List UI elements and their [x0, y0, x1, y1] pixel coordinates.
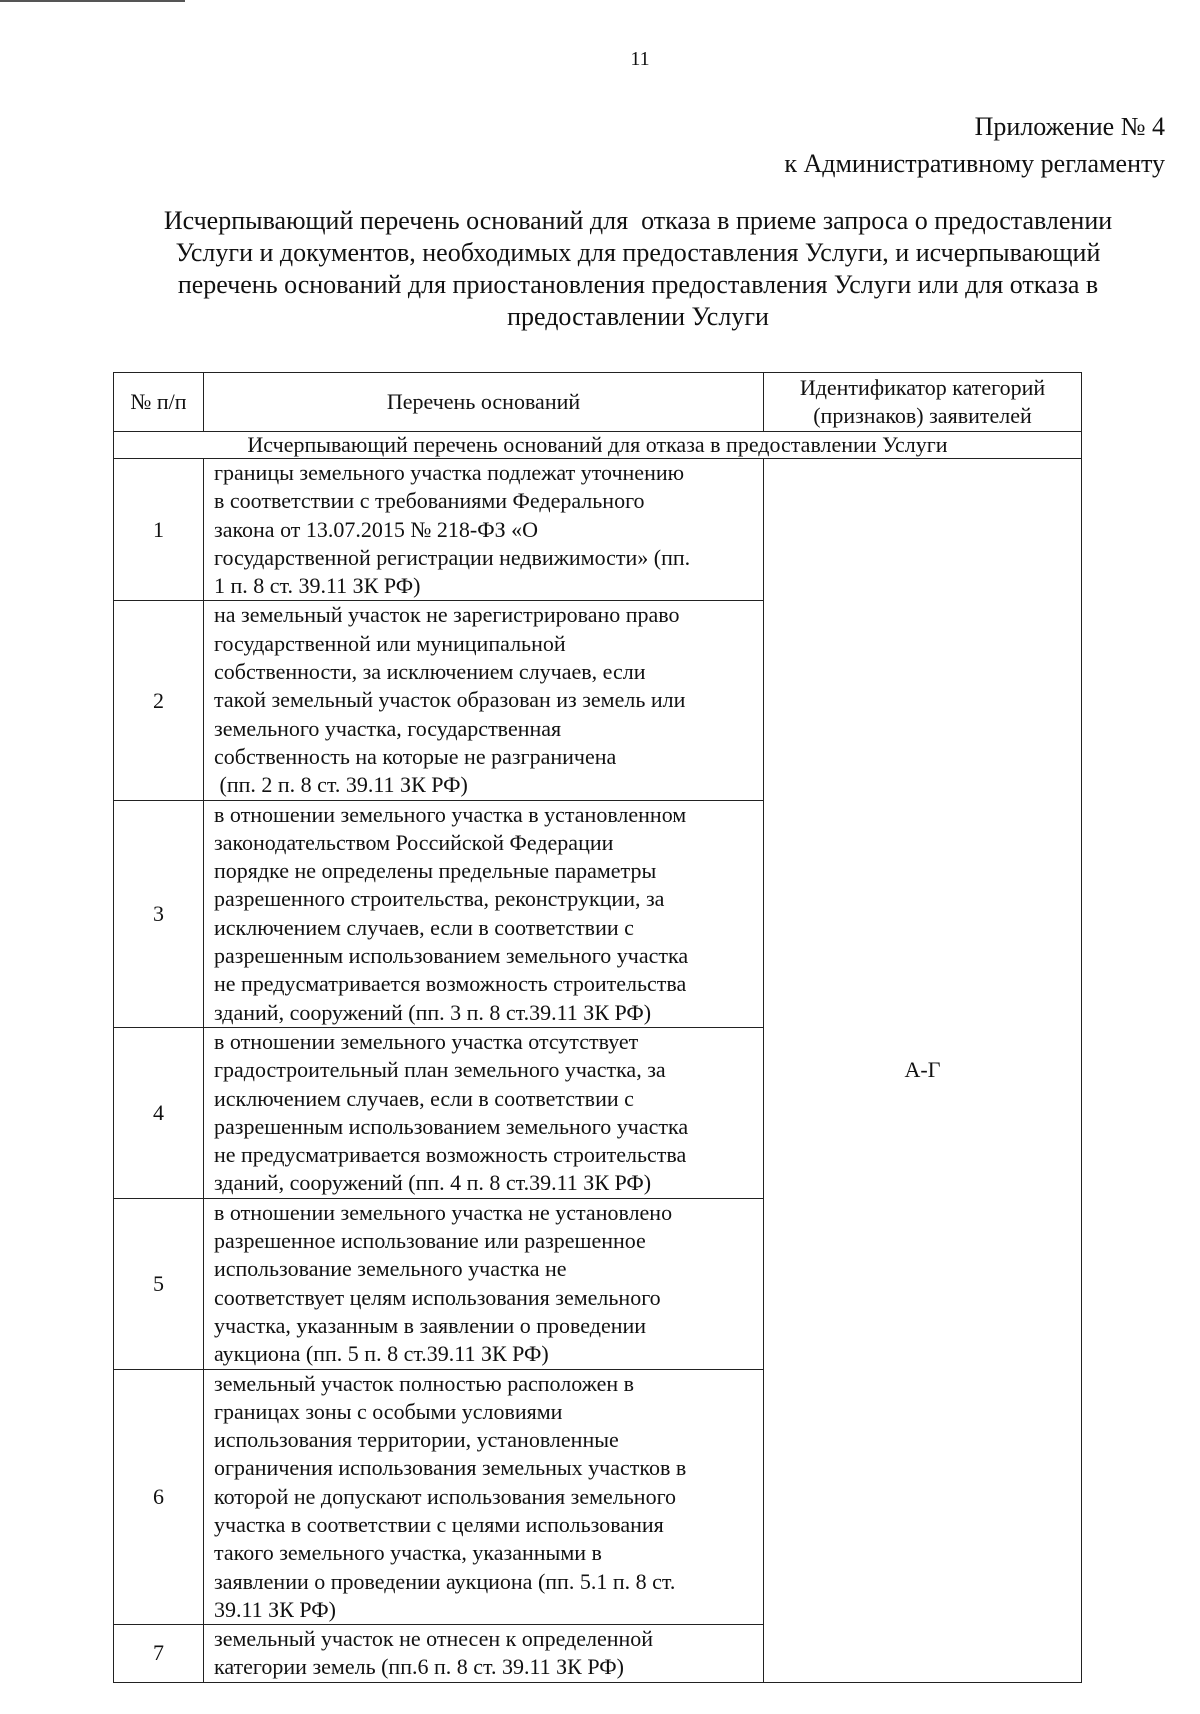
grounds-line: градостроительный план земельного участка, за	[214, 1057, 666, 1083]
grounds-line: земельный участок полностью расположен в	[214, 1370, 634, 1396]
page-number: 11	[630, 48, 650, 70]
appendix-reference	[784, 108, 1165, 182]
grounds-line: законодательством Российской Федерации	[214, 829, 614, 855]
title-line-4: предоставлении Услуги	[507, 302, 769, 331]
grounds-line: 39.11 ЗК РФ)	[214, 1596, 336, 1622]
row-grounds-text	[204, 1027, 764, 1198]
grounds-line: на земельный участок не зарегистрировано право	[214, 602, 680, 628]
header-grounds: Перечень оснований	[204, 373, 764, 432]
row-number: 7	[114, 1625, 204, 1683]
row-grounds-text	[204, 601, 764, 800]
grounds-line: порядке не определены предельные параметры	[214, 858, 657, 884]
row-number: 1	[114, 459, 204, 601]
grounds-line: в соответствии с требованиями Федерального	[214, 488, 645, 514]
header-identifier-line-2: (признаков) заявителей	[813, 403, 1032, 428]
grounds-line: в отношении земельного участка отсутствует	[214, 1028, 639, 1054]
grounds-line: исключением случаев, если в соответствии с	[214, 914, 634, 940]
grounds-table	[113, 372, 1082, 1683]
grounds-line: использование земельного участка не	[214, 1256, 567, 1282]
title-line-3: перечень оснований для приостановления предоставления Услуги или для отказа в	[177, 270, 1099, 299]
row-number: 2	[114, 601, 204, 800]
grounds-line: 1 п. 8 ст. 39.11 ЗК РФ)	[214, 573, 421, 599]
row-number: 3	[114, 800, 204, 1027]
row-grounds-text	[204, 1369, 764, 1625]
grounds-line: такого земельного участка, указанными в	[214, 1540, 602, 1566]
grounds-line: разрешенным использованием земельного участка	[214, 1113, 689, 1139]
header-identifier-line-1: Идентификатор категорий	[799, 375, 1046, 400]
grounds-line: использования территории, установленные	[214, 1427, 619, 1453]
grounds-line: земельный участок не отнесен к определенной	[214, 1626, 654, 1652]
grounds-line: соответствует целям использования земельного	[214, 1284, 661, 1310]
section-heading: Исчерпывающий перечень оснований для отказа в предоставлении Услуги	[114, 432, 1082, 459]
title-line-1: Исчерпывающий перечень оснований для отказа в приеме запроса о предоставлении	[163, 206, 1113, 235]
grounds-line: участка, указанным в заявлении о проведении	[214, 1312, 647, 1338]
grounds-line: исключением случаев, если в соответствии с	[214, 1085, 634, 1111]
grounds-line: собственности, за исключением случаев, если	[214, 659, 646, 685]
grounds-line: в отношении земельного участка не установлено	[214, 1199, 673, 1225]
scan-edge-line	[0, 0, 185, 2]
row-number: 5	[114, 1198, 204, 1369]
grounds-line: (пп. 2 п. 8 ст. 39.11 ЗК РФ)	[214, 772, 468, 798]
appendix-line-2: к Административному регламенту	[784, 149, 1165, 178]
grounds-line: разрешенное использование или разрешенное	[214, 1228, 646, 1254]
row-number: 4	[114, 1027, 204, 1198]
grounds-line: аукциона (пп. 5 п. 8 ст.39.11 ЗК РФ)	[214, 1341, 549, 1367]
appendix-line-1: Приложение № 4	[974, 112, 1165, 141]
grounds-line: которой не допускают использования земельного	[214, 1483, 677, 1509]
grounds-line: ограничения использования земельных участков в	[214, 1455, 687, 1481]
row-grounds-text	[204, 800, 764, 1027]
grounds-line: не предусматривается возможность строительства	[214, 1142, 687, 1168]
grounds-line: границы земельного участка подлежат уточнению	[214, 460, 685, 485]
table-header-row	[114, 373, 1082, 432]
applicant-category-id: А-Г	[764, 459, 1082, 1683]
grounds-line: государственной или муниципальной	[214, 630, 566, 656]
row-grounds-text	[204, 459, 764, 601]
grounds-line: не предусматривается возможность строительства	[214, 971, 687, 997]
row-number: 6	[114, 1369, 204, 1625]
grounds-line: участка в соответствии с целями использования	[214, 1511, 664, 1537]
grounds-line: в отношении земельного участка в установленном	[214, 801, 687, 827]
grounds-line: заявлении о проведении аукциона (пп. 5.1 п. 8 ст.	[214, 1568, 676, 1594]
grounds-line: разрешенного строительства, реконструкции, за	[214, 886, 665, 912]
row-grounds-text	[204, 1198, 764, 1369]
grounds-line: зданий, сооружений (пп. 3 п. 8 ст.39.11 ЗК РФ)	[214, 999, 652, 1025]
grounds-line: земельного участка, государственная	[214, 715, 562, 741]
grounds-line: категории земель (пп.6 п. 8 ст. 39.11 ЗК РФ)	[214, 1654, 624, 1680]
grounds-line: государственной регистрации недвижимости» (пп.	[214, 544, 691, 570]
header-num: № п/п	[114, 373, 204, 432]
header-identifier	[764, 373, 1082, 432]
grounds-line: такой земельный участок образован из земель или	[214, 687, 686, 713]
grounds-line: разрешенным использованием земельного участка	[214, 943, 689, 969]
grounds-line: зданий, сооружений (пп. 4 п. 8 ст.39.11 ЗК РФ)	[214, 1170, 652, 1196]
title-line-2: Услуги и документов, необходимых для предоставления Услуги, и исчерпывающий	[175, 238, 1101, 267]
grounds-line: границах зоны с особыми условиями	[214, 1398, 563, 1424]
section-heading-row	[114, 432, 1082, 459]
grounds-line: собственность на которые не разграничена	[214, 743, 617, 769]
document-title	[108, 205, 1168, 333]
row-grounds-text	[204, 1625, 764, 1683]
table-row	[114, 459, 1082, 601]
grounds-line: закона от 13.07.2015 № 218-ФЗ «О	[214, 516, 538, 542]
